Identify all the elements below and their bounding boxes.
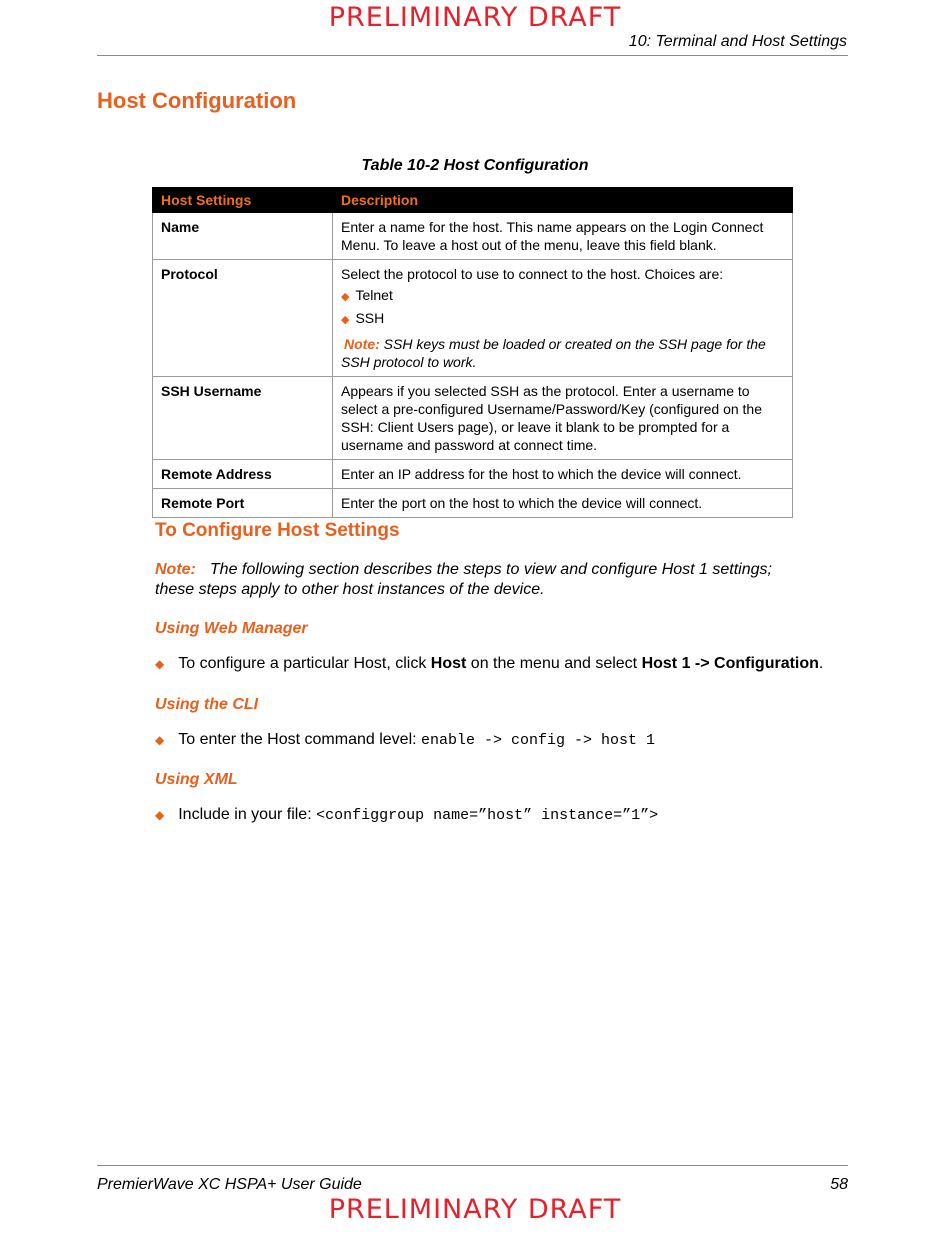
setting-description: Enter the port on the host to which the device will connect.: [333, 489, 793, 518]
setting-description: Appears if you selected SSH as the protocol. Enter a username to select a pre-configured Username/Password/Key (configured on the SSH: Client Users page), or leave it blank to be prompted for a username and password at connect time.: [333, 377, 793, 460]
diamond-bullet-icon: ◆: [155, 657, 165, 671]
draft-watermark-bottom: PRELIMINARY DRAFT: [328, 1194, 622, 1225]
diamond-bullet-icon: ◆: [341, 291, 350, 303]
heading-xml: Using XML: [155, 771, 238, 788]
footer-title: PremierWave XC HSPA+ User Guide: [97, 1176, 362, 1193]
setting-name: Remote Port: [153, 489, 333, 518]
list-item: ◆ Telnet: [341, 287, 393, 303]
section-title: Host Configuration: [97, 88, 297, 113]
column-header-setting: Host Settings: [153, 188, 333, 213]
note-paragraph: [155, 560, 805, 600]
page-number: 58: [830, 1176, 848, 1193]
subsection-title: To Configure Host Settings: [155, 520, 400, 541]
column-header-description: Description: [333, 188, 793, 213]
table-row: [153, 489, 793, 518]
protocol-description: Select the protocol to use to connect to the host. Choices are:: [341, 266, 724, 282]
host-configuration-table: [152, 187, 793, 518]
heading-cli: Using the CLI: [155, 696, 259, 713]
setting-description: [333, 260, 793, 377]
setting-description: Enter an IP address for the host to which the device will connect.: [333, 460, 793, 489]
web-manager-step: ◆ To configure a particular Host, click Host on the menu and select Host 1 -> Configuration.: [155, 655, 824, 672]
setting-description: Enter a name for the host. This name appears on the Login Connect Menu. To leave a host out of the menu, leave this field blank.: [333, 213, 793, 260]
header-rule: [97, 55, 848, 56]
setting-name: Name: [153, 213, 333, 260]
table-header-row: [153, 188, 793, 213]
table-caption: Table 10-2 Host Configuration: [361, 157, 589, 174]
setting-name: Protocol: [153, 260, 333, 377]
diamond-bullet-icon: ◆: [341, 314, 350, 326]
diamond-bullet-icon: ◆: [155, 733, 165, 747]
table-row: [153, 460, 793, 489]
xml-snippet: <configgroup name=”host” instance=”1”>: [316, 807, 659, 824]
table-row: [153, 377, 793, 460]
xml-step: ◆ Include in your file: <configgroup name=”host” instance=”1”>: [155, 806, 659, 824]
table-row: [153, 260, 793, 377]
note-label: Note:: [155, 561, 196, 578]
draft-watermark-top: PRELIMINARY DRAFT: [328, 2, 622, 33]
cli-command: enable -> config -> host 1: [421, 732, 656, 749]
protocol-note: Note: SSH keys must be loaded or created on the SSH page for the SSH protocol to work.: [341, 336, 766, 370]
cli-step: ◆ To enter the Host command level: enable -> config -> host 1: [155, 731, 656, 749]
running-header: 10: Terminal and Host Settings: [628, 33, 847, 50]
heading-web-manager: Using Web Manager: [155, 620, 308, 637]
note-text: The following section describes the steps to view and configure Host 1 settings; these steps apply to other host instances of the device.: [155, 561, 772, 598]
footer-rule: [97, 1165, 848, 1166]
setting-name: SSH Username: [153, 377, 333, 460]
list-item: ◆ SSH: [341, 310, 385, 326]
setting-name: Remote Address: [153, 460, 333, 489]
diamond-bullet-icon: ◆: [155, 808, 165, 822]
table-row: [153, 213, 793, 260]
